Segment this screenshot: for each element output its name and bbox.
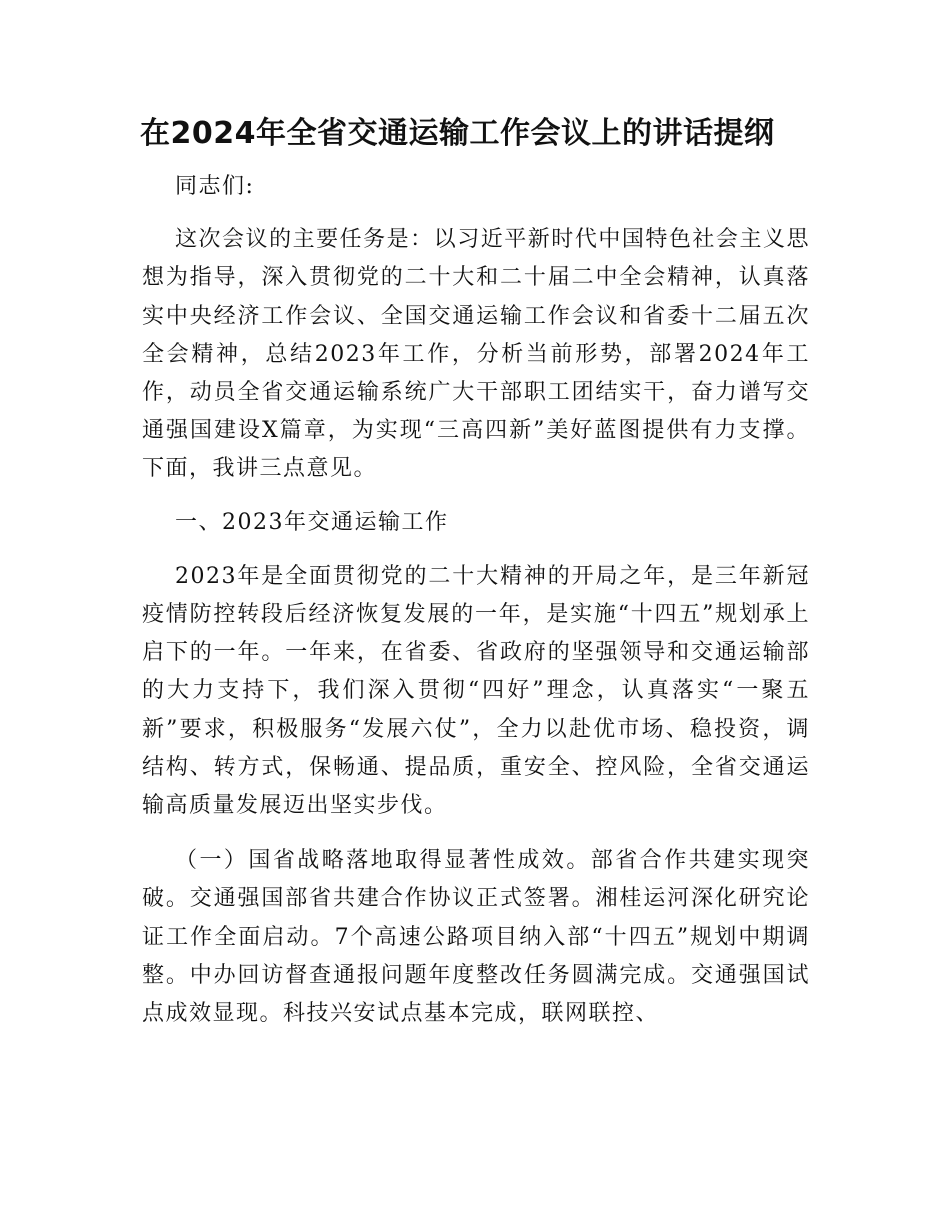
section-paragraph: 2023年是全面贯彻党的二十大精神的开局之年，是三年新冠疫情防控转段后经济恢复发展的一年，是实施“十四五”规划承上启下的一年。一年来，在省委、省政府的坚强领导和交通运输部的大力支持下，我们深入贯彻“四好”理念，认真落实“一聚五新”要求，积极服务“发展六仗”，全力以赴优市场、稳投资，调结构、转方式，保畅通、提品质，重安全、控风险，全省交通运输高质量发展迈出坚实步伐。 [142,563,810,819]
subsection-paragraph: （一）国省战略落地取得显著性成效。部省合作共建实现突破。交通强国部省共建合作协议正式签署。湘桂运河深化研究论证工作全面启动。7个高速公路项目纳入部“十四五”规划中期调整。中办回访督查通报问题年度整改任务圆满完成。交通强国试点成效显现。科技兴安试点基本完成，联网联控、 [142,848,810,1027]
intro-paragraph: 这次会议的主要任务是：以习近平新时代中国特色社会主义思想为指导，深入贯彻党的二十大和二十届二中全会精神，认真落实中央经济工作会议、全国交通运输工作会议和省委十二届五次全会精神，总结2023年工作，分析当前形势，部署2024年工作，动员全省交通运输系统广大干部职工团结实干，奋力谱写交通强国建设X篇章，为实现“三高四新”美好蓝图提供有力支撑。下面，我讲三点意见。 [142,227,810,482]
salutation: 同志们: [175,174,255,199]
section-heading: 一、2023年交通运输工作 [175,509,449,535]
document-title: 在2024年全省交通运输工作会议上的讲话提纲 [140,116,775,151]
document-body [142,168,810,1033]
